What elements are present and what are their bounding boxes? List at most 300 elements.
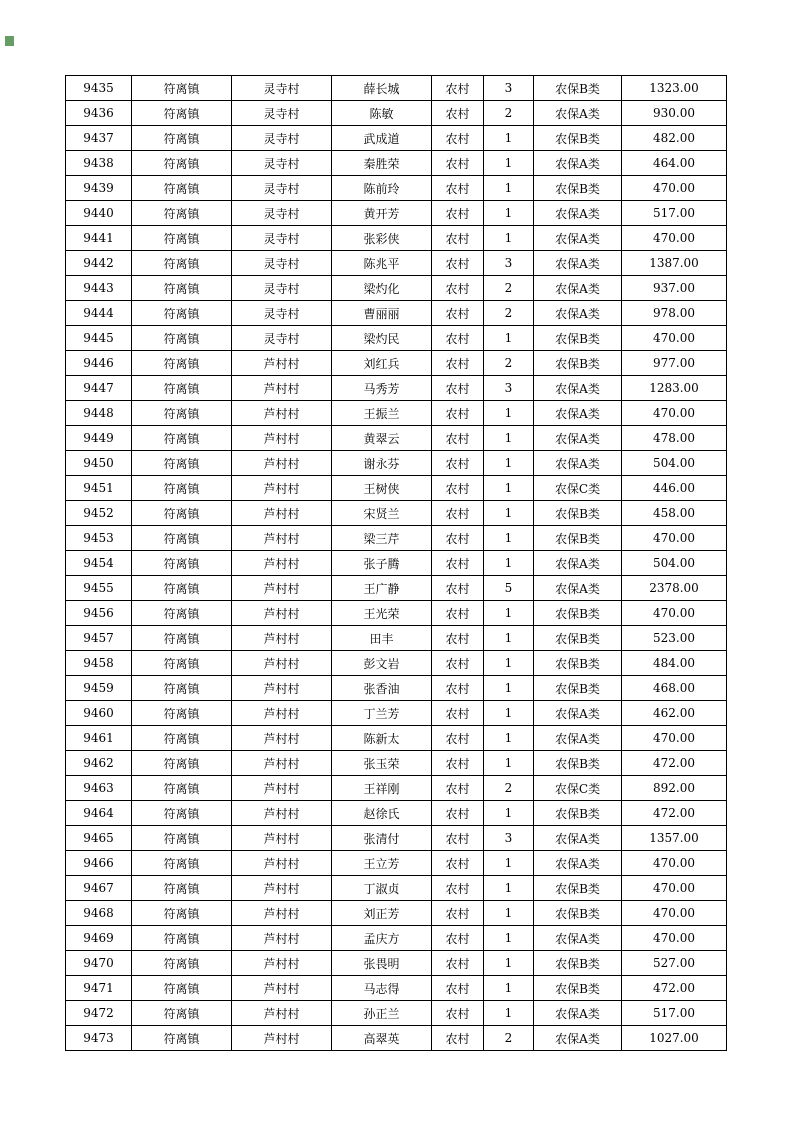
table-row xyxy=(66,826,727,851)
cell-count: 1 xyxy=(484,801,534,826)
table-row xyxy=(66,1026,727,1051)
cell-name: 王树侠 xyxy=(332,476,432,501)
cell-name: 黄开芳 xyxy=(332,201,432,226)
cell-insurance: 农保B类 xyxy=(534,326,622,351)
cell-village: 芦村村 xyxy=(232,976,332,1001)
cell-id: 9436 xyxy=(66,101,132,126)
cell-name: 王光荣 xyxy=(332,601,432,626)
cell-amount: 482.00 xyxy=(622,126,727,151)
cell-id: 9435 xyxy=(66,76,132,101)
cell-amount: 1027.00 xyxy=(622,1026,727,1051)
cell-type: 农村 xyxy=(432,201,484,226)
cell-insurance: 农保C类 xyxy=(534,476,622,501)
corner-mark xyxy=(5,36,14,46)
cell-insurance: 农保A类 xyxy=(534,276,622,301)
cell-count: 1 xyxy=(484,676,534,701)
table-row xyxy=(66,176,727,201)
cell-insurance: 农保B类 xyxy=(534,601,622,626)
cell-village: 灵寺村 xyxy=(232,251,332,276)
cell-count: 1 xyxy=(484,551,534,576)
cell-village: 灵寺村 xyxy=(232,76,332,101)
cell-town: 符离镇 xyxy=(132,151,232,176)
cell-count: 1 xyxy=(484,201,534,226)
cell-name: 张彩侠 xyxy=(332,226,432,251)
cell-amount: 527.00 xyxy=(622,951,727,976)
cell-count: 1 xyxy=(484,976,534,1001)
cell-name: 张畏明 xyxy=(332,951,432,976)
cell-amount: 478.00 xyxy=(622,426,727,451)
cell-amount: 472.00 xyxy=(622,751,727,776)
cell-name: 田丰 xyxy=(332,626,432,651)
cell-name: 赵徐氏 xyxy=(332,801,432,826)
cell-id: 9467 xyxy=(66,876,132,901)
cell-town: 符离镇 xyxy=(132,176,232,201)
cell-amount: 470.00 xyxy=(622,851,727,876)
cell-town: 符离镇 xyxy=(132,1026,232,1051)
cell-town: 符离镇 xyxy=(132,326,232,351)
cell-town: 符离镇 xyxy=(132,851,232,876)
cell-village: 芦村村 xyxy=(232,601,332,626)
cell-type: 农村 xyxy=(432,76,484,101)
cell-insurance: 农保B类 xyxy=(534,76,622,101)
cell-insurance: 农保B类 xyxy=(534,126,622,151)
cell-name: 梁灼民 xyxy=(332,326,432,351)
cell-amount: 937.00 xyxy=(622,276,727,301)
cell-type: 农村 xyxy=(432,876,484,901)
cell-count: 1 xyxy=(484,176,534,201)
cell-insurance: 农保B类 xyxy=(534,876,622,901)
table-row xyxy=(66,626,727,651)
cell-name: 王振兰 xyxy=(332,401,432,426)
cell-name: 秦胜荣 xyxy=(332,151,432,176)
cell-insurance: 农保A类 xyxy=(534,451,622,476)
cell-town: 符离镇 xyxy=(132,426,232,451)
cell-name: 王广静 xyxy=(332,576,432,601)
cell-town: 符离镇 xyxy=(132,976,232,1001)
table-row xyxy=(66,551,727,576)
cell-amount: 470.00 xyxy=(622,526,727,551)
table-row xyxy=(66,426,727,451)
cell-town: 符离镇 xyxy=(132,201,232,226)
cell-village: 芦村村 xyxy=(232,901,332,926)
cell-insurance: 农保B类 xyxy=(534,801,622,826)
cell-count: 1 xyxy=(484,226,534,251)
cell-village: 芦村村 xyxy=(232,451,332,476)
cell-amount: 517.00 xyxy=(622,201,727,226)
cell-amount: 470.00 xyxy=(622,601,727,626)
cell-village: 芦村村 xyxy=(232,776,332,801)
cell-town: 符离镇 xyxy=(132,276,232,301)
cell-town: 符离镇 xyxy=(132,376,232,401)
cell-village: 芦村村 xyxy=(232,876,332,901)
cell-id: 9472 xyxy=(66,1001,132,1026)
cell-type: 农村 xyxy=(432,176,484,201)
cell-id: 9446 xyxy=(66,351,132,376)
cell-name: 张清付 xyxy=(332,826,432,851)
cell-name: 薛长城 xyxy=(332,76,432,101)
cell-insurance: 农保A类 xyxy=(534,101,622,126)
cell-amount: 1387.00 xyxy=(622,251,727,276)
cell-count: 5 xyxy=(484,576,534,601)
cell-village: 芦村村 xyxy=(232,751,332,776)
cell-insurance: 农保A类 xyxy=(534,1026,622,1051)
cell-id: 9440 xyxy=(66,201,132,226)
cell-town: 符离镇 xyxy=(132,826,232,851)
cell-amount: 517.00 xyxy=(622,1001,727,1026)
cell-id: 9447 xyxy=(66,376,132,401)
cell-amount: 470.00 xyxy=(622,726,727,751)
cell-amount: 1323.00 xyxy=(622,76,727,101)
cell-type: 农村 xyxy=(432,751,484,776)
cell-village: 灵寺村 xyxy=(232,276,332,301)
cell-id: 9451 xyxy=(66,476,132,501)
cell-amount: 468.00 xyxy=(622,676,727,701)
cell-count: 1 xyxy=(484,1001,534,1026)
cell-insurance: 农保B类 xyxy=(534,626,622,651)
cell-name: 马志得 xyxy=(332,976,432,1001)
table-row xyxy=(66,951,727,976)
cell-village: 灵寺村 xyxy=(232,176,332,201)
table-row xyxy=(66,376,727,401)
cell-amount: 2378.00 xyxy=(622,576,727,601)
cell-count: 1 xyxy=(484,401,534,426)
cell-type: 农村 xyxy=(432,251,484,276)
cell-insurance: 农保B类 xyxy=(534,676,622,701)
cell-insurance: 农保A类 xyxy=(534,151,622,176)
cell-town: 符离镇 xyxy=(132,301,232,326)
cell-count: 1 xyxy=(484,126,534,151)
cell-id: 9452 xyxy=(66,501,132,526)
cell-count: 1 xyxy=(484,601,534,626)
cell-type: 农村 xyxy=(432,726,484,751)
cell-town: 符离镇 xyxy=(132,401,232,426)
cell-type: 农村 xyxy=(432,951,484,976)
cell-id: 9458 xyxy=(66,651,132,676)
cell-village: 芦村村 xyxy=(232,826,332,851)
cell-town: 符离镇 xyxy=(132,651,232,676)
cell-name: 曹丽丽 xyxy=(332,301,432,326)
table-row xyxy=(66,751,727,776)
cell-amount: 892.00 xyxy=(622,776,727,801)
cell-id: 9450 xyxy=(66,451,132,476)
cell-count: 3 xyxy=(484,76,534,101)
cell-village: 芦村村 xyxy=(232,926,332,951)
cell-village: 芦村村 xyxy=(232,576,332,601)
data-table xyxy=(65,75,727,1051)
cell-village: 芦村村 xyxy=(232,551,332,576)
cell-count: 1 xyxy=(484,626,534,651)
cell-amount: 458.00 xyxy=(622,501,727,526)
cell-town: 符离镇 xyxy=(132,351,232,376)
cell-village: 灵寺村 xyxy=(232,326,332,351)
cell-insurance: 农保A类 xyxy=(534,926,622,951)
cell-type: 农村 xyxy=(432,651,484,676)
cell-type: 农村 xyxy=(432,326,484,351)
cell-count: 2 xyxy=(484,276,534,301)
cell-village: 灵寺村 xyxy=(232,226,332,251)
cell-insurance: 农保A类 xyxy=(534,1001,622,1026)
cell-town: 符离镇 xyxy=(132,126,232,151)
cell-village: 芦村村 xyxy=(232,501,332,526)
table-row xyxy=(66,76,727,101)
table-row xyxy=(66,226,727,251)
cell-town: 符离镇 xyxy=(132,76,232,101)
cell-type: 农村 xyxy=(432,151,484,176)
cell-count: 3 xyxy=(484,826,534,851)
cell-insurance: 农保A类 xyxy=(534,701,622,726)
cell-name: 黄翠云 xyxy=(332,426,432,451)
cell-type: 农村 xyxy=(432,851,484,876)
cell-id: 9453 xyxy=(66,526,132,551)
table-row xyxy=(66,326,727,351)
cell-type: 农村 xyxy=(432,101,484,126)
cell-id: 9465 xyxy=(66,826,132,851)
cell-town: 符离镇 xyxy=(132,551,232,576)
cell-amount: 470.00 xyxy=(622,176,727,201)
cell-village: 灵寺村 xyxy=(232,101,332,126)
cell-village: 灵寺村 xyxy=(232,301,332,326)
cell-count: 3 xyxy=(484,376,534,401)
cell-town: 符离镇 xyxy=(132,501,232,526)
cell-name: 高翠英 xyxy=(332,1026,432,1051)
cell-town: 符离镇 xyxy=(132,576,232,601)
cell-town: 符离镇 xyxy=(132,951,232,976)
cell-village: 芦村村 xyxy=(232,476,332,501)
cell-type: 农村 xyxy=(432,901,484,926)
cell-id: 9466 xyxy=(66,851,132,876)
cell-type: 农村 xyxy=(432,451,484,476)
cell-name: 马秀芳 xyxy=(332,376,432,401)
cell-amount: 504.00 xyxy=(622,551,727,576)
table-row xyxy=(66,901,727,926)
cell-village: 芦村村 xyxy=(232,951,332,976)
cell-id: 9454 xyxy=(66,551,132,576)
cell-name: 王立芳 xyxy=(332,851,432,876)
cell-amount: 523.00 xyxy=(622,626,727,651)
cell-town: 符离镇 xyxy=(132,776,232,801)
table-row xyxy=(66,926,727,951)
table-row xyxy=(66,701,727,726)
cell-amount: 470.00 xyxy=(622,901,727,926)
cell-amount: 472.00 xyxy=(622,976,727,1001)
cell-town: 符离镇 xyxy=(132,1001,232,1026)
cell-count: 2 xyxy=(484,101,534,126)
cell-village: 灵寺村 xyxy=(232,151,332,176)
cell-name: 王祥刚 xyxy=(332,776,432,801)
cell-insurance: 农保B类 xyxy=(534,526,622,551)
cell-type: 农村 xyxy=(432,376,484,401)
table-row xyxy=(66,601,727,626)
cell-insurance: 农保B类 xyxy=(534,751,622,776)
cell-id: 9438 xyxy=(66,151,132,176)
cell-count: 1 xyxy=(484,501,534,526)
cell-insurance: 农保B类 xyxy=(534,351,622,376)
cell-town: 符离镇 xyxy=(132,876,232,901)
cell-amount: 470.00 xyxy=(622,401,727,426)
cell-name: 孙正兰 xyxy=(332,1001,432,1026)
cell-insurance: 农保A类 xyxy=(534,826,622,851)
cell-id: 9470 xyxy=(66,951,132,976)
cell-amount: 977.00 xyxy=(622,351,727,376)
cell-town: 符离镇 xyxy=(132,476,232,501)
cell-type: 农村 xyxy=(432,1001,484,1026)
cell-id: 9455 xyxy=(66,576,132,601)
cell-town: 符离镇 xyxy=(132,626,232,651)
cell-count: 1 xyxy=(484,851,534,876)
cell-count: 3 xyxy=(484,251,534,276)
cell-type: 农村 xyxy=(432,526,484,551)
cell-count: 1 xyxy=(484,951,534,976)
cell-type: 农村 xyxy=(432,426,484,451)
cell-amount: 978.00 xyxy=(622,301,727,326)
cell-count: 1 xyxy=(484,426,534,451)
cell-count: 1 xyxy=(484,151,534,176)
cell-insurance: 农保B类 xyxy=(534,651,622,676)
cell-insurance: 农保A类 xyxy=(534,376,622,401)
table-row xyxy=(66,1001,727,1026)
cell-count: 1 xyxy=(484,876,534,901)
cell-type: 农村 xyxy=(432,676,484,701)
table-row xyxy=(66,151,727,176)
cell-type: 农村 xyxy=(432,301,484,326)
cell-insurance: 农保A类 xyxy=(534,576,622,601)
table-row xyxy=(66,101,727,126)
cell-count: 1 xyxy=(484,476,534,501)
cell-count: 2 xyxy=(484,301,534,326)
table-row xyxy=(66,251,727,276)
cell-insurance: 农保A类 xyxy=(534,551,622,576)
cell-amount: 484.00 xyxy=(622,651,727,676)
cell-id: 9473 xyxy=(66,1026,132,1051)
cell-village: 芦村村 xyxy=(232,676,332,701)
table-row xyxy=(66,276,727,301)
cell-id: 9439 xyxy=(66,176,132,201)
cell-insurance: 农保A类 xyxy=(534,726,622,751)
cell-town: 符离镇 xyxy=(132,451,232,476)
cell-town: 符离镇 xyxy=(132,601,232,626)
cell-id: 9469 xyxy=(66,926,132,951)
cell-town: 符离镇 xyxy=(132,101,232,126)
cell-insurance: 农保A类 xyxy=(534,426,622,451)
cell-insurance: 农保B类 xyxy=(534,901,622,926)
cell-name: 张香油 xyxy=(332,676,432,701)
cell-insurance: 农保A类 xyxy=(534,251,622,276)
cell-type: 农村 xyxy=(432,576,484,601)
cell-type: 农村 xyxy=(432,926,484,951)
cell-count: 1 xyxy=(484,901,534,926)
cell-amount: 446.00 xyxy=(622,476,727,501)
cell-town: 符离镇 xyxy=(132,801,232,826)
cell-amount: 504.00 xyxy=(622,451,727,476)
cell-town: 符离镇 xyxy=(132,926,232,951)
cell-amount: 472.00 xyxy=(622,801,727,826)
table-row xyxy=(66,501,727,526)
cell-type: 农村 xyxy=(432,276,484,301)
cell-amount: 470.00 xyxy=(622,876,727,901)
cell-type: 农村 xyxy=(432,976,484,1001)
cell-name: 陈兆平 xyxy=(332,251,432,276)
cell-town: 符离镇 xyxy=(132,751,232,776)
table-row xyxy=(66,976,727,1001)
table-row xyxy=(66,201,727,226)
cell-name: 梁灼化 xyxy=(332,276,432,301)
cell-village: 芦村村 xyxy=(232,626,332,651)
cell-amount: 930.00 xyxy=(622,101,727,126)
cell-type: 农村 xyxy=(432,226,484,251)
cell-id: 9464 xyxy=(66,801,132,826)
cell-type: 农村 xyxy=(432,826,484,851)
table-row xyxy=(66,401,727,426)
cell-type: 农村 xyxy=(432,351,484,376)
cell-village: 芦村村 xyxy=(232,426,332,451)
table-row xyxy=(66,676,727,701)
cell-type: 农村 xyxy=(432,1026,484,1051)
cell-id: 9462 xyxy=(66,751,132,776)
table-row xyxy=(66,476,727,501)
table-row xyxy=(66,301,727,326)
table-row xyxy=(66,576,727,601)
cell-id: 9471 xyxy=(66,976,132,1001)
cell-insurance: 农保A类 xyxy=(534,301,622,326)
cell-village: 芦村村 xyxy=(232,851,332,876)
cell-name: 武成道 xyxy=(332,126,432,151)
cell-name: 谢永芬 xyxy=(332,451,432,476)
cell-type: 农村 xyxy=(432,801,484,826)
cell-name: 张子腾 xyxy=(332,551,432,576)
cell-village: 芦村村 xyxy=(232,651,332,676)
cell-village: 芦村村 xyxy=(232,1026,332,1051)
cell-id: 9442 xyxy=(66,251,132,276)
cell-name: 刘正芳 xyxy=(332,901,432,926)
cell-type: 农村 xyxy=(432,701,484,726)
cell-id: 9445 xyxy=(66,326,132,351)
cell-village: 灵寺村 xyxy=(232,201,332,226)
cell-town: 符离镇 xyxy=(132,226,232,251)
table-row xyxy=(66,776,727,801)
cell-type: 农村 xyxy=(432,126,484,151)
cell-type: 农村 xyxy=(432,476,484,501)
cell-count: 2 xyxy=(484,776,534,801)
cell-amount: 1283.00 xyxy=(622,376,727,401)
cell-village: 芦村村 xyxy=(232,701,332,726)
cell-insurance: 农保B类 xyxy=(534,501,622,526)
cell-name: 刘红兵 xyxy=(332,351,432,376)
cell-name: 丁兰芳 xyxy=(332,701,432,726)
cell-type: 农村 xyxy=(432,601,484,626)
cell-count: 2 xyxy=(484,351,534,376)
cell-type: 农村 xyxy=(432,776,484,801)
cell-village: 芦村村 xyxy=(232,351,332,376)
table-row xyxy=(66,351,727,376)
table-row xyxy=(66,726,727,751)
cell-insurance: 农保A类 xyxy=(534,226,622,251)
cell-id: 9456 xyxy=(66,601,132,626)
table-row xyxy=(66,876,727,901)
cell-village: 芦村村 xyxy=(232,401,332,426)
cell-type: 农村 xyxy=(432,551,484,576)
table-row xyxy=(66,526,727,551)
cell-id: 9443 xyxy=(66,276,132,301)
table-row xyxy=(66,126,727,151)
cell-type: 农村 xyxy=(432,501,484,526)
cell-name: 陈敏 xyxy=(332,101,432,126)
cell-amount: 462.00 xyxy=(622,701,727,726)
cell-id: 9463 xyxy=(66,776,132,801)
cell-name: 丁淑贞 xyxy=(332,876,432,901)
cell-village: 芦村村 xyxy=(232,376,332,401)
cell-village: 芦村村 xyxy=(232,726,332,751)
cell-insurance: 农保A类 xyxy=(534,851,622,876)
